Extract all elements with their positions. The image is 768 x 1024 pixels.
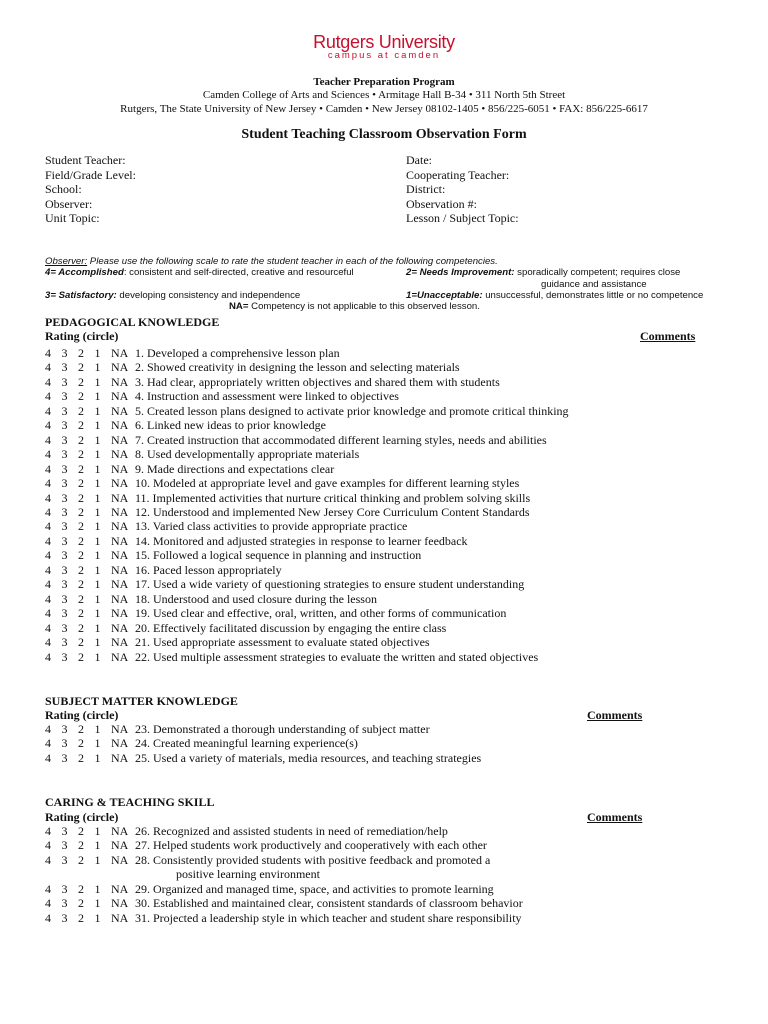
- rating-option-2[interactable]: 2: [78, 910, 84, 925]
- rating-option-na[interactable]: NA: [111, 649, 129, 664]
- field-district: District:: [406, 182, 446, 196]
- comments-header: Comments: [640, 329, 696, 343]
- rating-option-4[interactable]: 4: [45, 461, 51, 476]
- rating-option-4[interactable]: 4: [45, 852, 51, 867]
- item-text: 18. Understood and used closure during the lesson: [135, 591, 377, 606]
- rating-option-3[interactable]: 3: [61, 896, 68, 911]
- rating-option-1[interactable]: 1: [94, 490, 101, 505]
- rating-option-3[interactable]: 3: [61, 447, 68, 462]
- rating-option-4[interactable]: 4: [45, 824, 51, 838]
- contact-line: Rutgers, The State University of New Jersey • Camden • New Jersey 08102-1405 • 856/225-6051 • FAX: 856/225-6617: [120, 103, 648, 115]
- rating-option-na[interactable]: NA: [111, 533, 129, 548]
- rating-option-4[interactable]: 4: [45, 750, 51, 765]
- fields-left: [45, 153, 136, 226]
- rating-item-row: [45, 433, 569, 447]
- rutgers-logo: [0, 33, 768, 61]
- rating-option-2[interactable]: 2: [78, 346, 84, 360]
- logo-campus: campus at camden: [327, 50, 441, 61]
- rating-option-3[interactable]: 3: [61, 346, 68, 360]
- rating-option-3[interactable]: 3: [61, 389, 68, 404]
- rating-option-2[interactable]: 2: [78, 519, 84, 534]
- rating-option-2[interactable]: 2: [78, 722, 84, 736]
- rating-option-1[interactable]: 1: [94, 461, 101, 476]
- rating-option-4[interactable]: 4: [45, 519, 51, 534]
- rating-item-row: [45, 650, 569, 664]
- field-school: School:: [45, 182, 82, 196]
- rating-item-row: [45, 476, 569, 490]
- rating-option-4[interactable]: 4: [45, 389, 51, 404]
- field-observer: Observer:: [45, 196, 93, 211]
- rating-option-4[interactable]: 4: [45, 418, 51, 433]
- rating-option-3[interactable]: 3: [61, 461, 68, 476]
- rating-option-na[interactable]: NA: [111, 562, 129, 577]
- rating-option-1[interactable]: 1: [94, 838, 101, 853]
- rating-option-4[interactable]: 4: [45, 606, 51, 621]
- rating-option-na[interactable]: NA: [111, 881, 129, 896]
- scale-unacceptable: 1=Unacceptable: unsuccessful, demonstrates little or no competence: [406, 290, 704, 301]
- rating-option-2[interactable]: 2: [78, 838, 84, 853]
- rating-option-1[interactable]: 1: [94, 852, 101, 867]
- rating-item-row: [45, 592, 569, 606]
- rating-option-na[interactable]: NA: [111, 461, 129, 476]
- item-text: 8. Used developmentally appropriate materials: [135, 447, 360, 462]
- rating-option-3[interactable]: 3: [61, 577, 68, 592]
- rating-option-4[interactable]: 4: [45, 591, 51, 606]
- rating-option-2[interactable]: 2: [78, 824, 84, 838]
- item-text: 13. Varied class activities to provide appropriate practice: [135, 519, 408, 534]
- rating-option-na[interactable]: NA: [111, 852, 129, 867]
- rating-option-na[interactable]: NA: [111, 447, 129, 462]
- rating-item-row: [45, 389, 569, 403]
- scale-needs-improvement: 2= Needs Improvement: sporadically competent; requires close: [406, 267, 681, 278]
- item-text: 1. Developed a comprehensive lesson plan: [135, 346, 340, 360]
- rating-option-2[interactable]: 2: [78, 360, 84, 375]
- rating-option-1[interactable]: 1: [94, 824, 101, 838]
- rating-item-row: [45, 896, 523, 910]
- form-title: Student Teaching Classroom Observation Form: [241, 127, 527, 142]
- rating-option-1[interactable]: 1: [94, 620, 101, 635]
- rating-option-3[interactable]: 3: [61, 374, 68, 389]
- item-text: 5. Created lesson plans designed to activate prior knowledge and promote critical thinking: [135, 403, 569, 418]
- rating-option-3[interactable]: 3: [61, 620, 68, 635]
- rating-option-na[interactable]: NA: [111, 896, 129, 911]
- rating-option-1[interactable]: 1: [94, 577, 101, 592]
- rating-option-1[interactable]: 1: [94, 374, 101, 389]
- rating-option-3[interactable]: 3: [61, 852, 68, 867]
- section-title-pedagogical: PEDAGOGICAL KNOWLEDGE: [45, 315, 220, 329]
- rating-option-2[interactable]: 2: [78, 548, 84, 563]
- rating-option-1[interactable]: 1: [94, 606, 101, 621]
- rating-option-2[interactable]: 2: [78, 461, 84, 476]
- item-text: 20. Effectively facilitated discussion by engaging the entire class: [135, 620, 447, 635]
- rating-option-2[interactable]: 2: [78, 533, 84, 548]
- rating-option-2[interactable]: 2: [78, 403, 84, 418]
- rating-option-4[interactable]: 4: [45, 562, 51, 577]
- item-text: 11. Implemented activities that nurture critical thinking and problem solving skills: [135, 490, 531, 505]
- rating-option-3[interactable]: 3: [61, 635, 68, 650]
- rating-option-4[interactable]: 4: [45, 881, 51, 896]
- item-text: 15. Followed a logical sequence in planning and instruction: [135, 548, 422, 563]
- fields-right: [406, 153, 519, 226]
- section-title-subject-matter: SUBJECT MATTER KNOWLEDGE: [45, 694, 238, 708]
- rating-option-1[interactable]: 1: [94, 896, 101, 911]
- rating-option-1[interactable]: 1: [94, 346, 101, 360]
- item-text: 21. Used appropriate assessment to evaluate stated objectives: [135, 635, 430, 650]
- rating-option-1[interactable]: 1: [94, 360, 101, 375]
- rating-item-row: [45, 404, 569, 418]
- rating-item-row: [45, 519, 569, 533]
- rating-option-4[interactable]: 4: [45, 577, 51, 592]
- rating-option-1[interactable]: 1: [94, 504, 101, 519]
- rating-option-na[interactable]: NA: [111, 591, 129, 606]
- rating-option-2[interactable]: 2: [78, 896, 84, 911]
- item-text-continuation: positive learning environment: [176, 867, 320, 882]
- rating-option-1[interactable]: 1: [94, 881, 101, 896]
- rating-option-1[interactable]: 1: [94, 418, 101, 433]
- rating-option-4[interactable]: 4: [45, 910, 51, 925]
- rating-option-2[interactable]: 2: [78, 490, 84, 505]
- item-text: 31. Projected a leadership style in which teacher and student share responsibility: [135, 910, 522, 925]
- rating-option-4[interactable]: 4: [45, 533, 51, 548]
- rating-option-4[interactable]: 4: [45, 374, 51, 389]
- rating-option-3[interactable]: 3: [61, 649, 68, 664]
- rating-option-4[interactable]: 4: [45, 447, 51, 462]
- rating-option-na[interactable]: NA: [111, 389, 129, 404]
- rating-option-4[interactable]: 4: [45, 476, 51, 491]
- rating-option-2[interactable]: 2: [78, 562, 84, 577]
- rating-option-3[interactable]: 3: [61, 736, 68, 751]
- rating-option-1[interactable]: 1: [94, 548, 101, 563]
- comments-header: Comments: [587, 708, 643, 722]
- rating-option-1[interactable]: 1: [94, 432, 101, 447]
- item-text: 12. Understood and implemented New Jersey Core Curriculum Content Standards: [135, 504, 530, 519]
- rating-option-2[interactable]: 2: [78, 577, 84, 592]
- rating-option-na[interactable]: NA: [111, 548, 129, 563]
- address-line: Camden College of Arts and Sciences • Armitage Hall B-34 • 311 North 5th Street: [202, 89, 566, 101]
- rating-option-3[interactable]: 3: [61, 360, 68, 375]
- rating-item-row: [45, 534, 569, 548]
- rating-option-1[interactable]: 1: [94, 562, 101, 577]
- rating-option-na[interactable]: NA: [111, 476, 129, 491]
- rating-option-3[interactable]: 3: [61, 432, 68, 447]
- rating-item-row: [45, 853, 523, 867]
- rating-option-4[interactable]: 4: [45, 722, 51, 736]
- field-observation-number: Observation #:: [406, 196, 477, 211]
- field-grade-level: Field/Grade Level:: [45, 167, 136, 182]
- rating-option-2[interactable]: 2: [78, 476, 84, 491]
- rating-option-3[interactable]: 3: [61, 562, 68, 577]
- rating-option-na[interactable]: NA: [111, 736, 129, 751]
- rating-item-row: [45, 548, 569, 562]
- rating-option-na[interactable]: NA: [111, 606, 129, 621]
- item-text: 7. Created instruction that accommodated different learning styles, needs and abilities: [135, 432, 547, 447]
- rating-item-row: [45, 736, 481, 750]
- rating-option-1[interactable]: 1: [94, 649, 101, 664]
- scale-needs-improvement-cont: guidance and assistance: [541, 279, 647, 290]
- rating-option-na[interactable]: NA: [111, 722, 129, 736]
- rating-item-row: [45, 360, 569, 374]
- item-text: 30. Established and maintained clear, consistent standards of classroom behavior: [135, 896, 523, 911]
- field-cooperating-teacher: Cooperating Teacher:: [406, 167, 510, 182]
- rating-option-2[interactable]: 2: [78, 432, 84, 447]
- rating-option-na[interactable]: NA: [111, 418, 129, 433]
- rating-item-row: [45, 462, 569, 476]
- item-text: 4. Instruction and assessment were linked to objectives: [135, 389, 399, 404]
- rating-item-row: [45, 635, 569, 649]
- rating-option-3[interactable]: 3: [61, 910, 68, 925]
- rating-option-2[interactable]: 2: [78, 852, 84, 867]
- rating-option-4[interactable]: 4: [45, 620, 51, 635]
- rating-option-na[interactable]: NA: [111, 910, 129, 925]
- rating-option-3[interactable]: 3: [61, 476, 68, 491]
- rating-item-row: [45, 882, 523, 896]
- item-text: 19. Used clear and effective, oral, written, and other forms of communication: [135, 606, 507, 621]
- item-text: 16. Paced lesson appropriately: [135, 562, 282, 577]
- rating-option-1[interactable]: 1: [94, 910, 101, 925]
- item-text: 14. Monitored and adjusted strategies in response to learner feedback: [135, 533, 468, 548]
- rating-option-3[interactable]: 3: [61, 418, 68, 433]
- item-text: 24. Created meaningful learning experience(s): [135, 736, 358, 751]
- scale-satisfactory: 3= Satisfactory: developing consistency and independence: [45, 290, 301, 301]
- rating-option-3[interactable]: 3: [61, 490, 68, 505]
- rating-option-3[interactable]: 3: [61, 403, 68, 418]
- rating-option-1[interactable]: 1: [94, 403, 101, 418]
- item-text: 6. Linked new ideas to prior knowledge: [135, 418, 326, 433]
- rating-option-na[interactable]: NA: [111, 490, 129, 505]
- rating-option-4[interactable]: 4: [45, 360, 51, 375]
- rating-item-row: [45, 418, 569, 432]
- rating-option-3[interactable]: 3: [61, 750, 68, 765]
- program-name: Teacher Preparation Program: [313, 76, 455, 88]
- rating-item-row: [45, 722, 481, 736]
- rating-option-na[interactable]: NA: [111, 635, 129, 650]
- rating-item-row: [45, 346, 569, 360]
- rating-item-row: [45, 751, 481, 765]
- item-text: 3. Had clear, appropriately written objectives and shared them with students: [135, 374, 500, 389]
- rating-option-1[interactable]: 1: [94, 447, 101, 462]
- item-text: 17. Used a wide variety of questioning strategies to ensure student understanding: [135, 577, 525, 592]
- rating-item-row: [45, 375, 569, 389]
- field-unit-topic: Unit Topic:: [45, 211, 100, 225]
- rating-option-4[interactable]: 4: [45, 346, 51, 360]
- field-lesson-topic: Lesson / Subject Topic:: [406, 211, 519, 225]
- item-text: 9. Made directions and expectations clear: [135, 461, 335, 476]
- item-text: 10. Modeled at appropriate level and gave examples for different learning styles: [135, 476, 520, 491]
- rating-option-2[interactable]: 2: [78, 606, 84, 621]
- section-title-caring-teaching: CARING & TEACHING SKILL: [45, 795, 215, 809]
- scale-na: NA= Competency is not applicable to this observed lesson.: [229, 301, 480, 312]
- rating-option-3[interactable]: 3: [61, 722, 68, 736]
- item-text: 25. Used a variety of materials, media resources, and teaching strategies: [135, 750, 482, 765]
- rating-option-1[interactable]: 1: [94, 736, 101, 751]
- rating-header: Rating (circle): [45, 329, 119, 343]
- rating-item-row: [45, 447, 569, 461]
- rating-option-na[interactable]: NA: [111, 519, 129, 534]
- rating-option-2[interactable]: 2: [78, 389, 84, 404]
- items-pedagogical: [45, 346, 569, 664]
- rating-option-1[interactable]: 1: [94, 635, 101, 650]
- rating-option-2[interactable]: 2: [78, 736, 84, 751]
- rating-item-row: [45, 505, 569, 519]
- item-text: 22. Used multiple assessment strategies to evaluate the written and stated objectives: [135, 649, 539, 664]
- rating-option-2[interactable]: 2: [78, 620, 84, 635]
- rating-option-4[interactable]: 4: [45, 490, 51, 505]
- items-caring-teaching: [45, 824, 523, 925]
- rating-option-3[interactable]: 3: [61, 824, 68, 838]
- rating-option-2[interactable]: 2: [78, 649, 84, 664]
- rating-option-1[interactable]: 1: [94, 722, 101, 736]
- rating-item-row: [45, 606, 569, 620]
- rating-option-2[interactable]: 2: [78, 447, 84, 462]
- rating-option-4[interactable]: 4: [45, 548, 51, 563]
- rating-option-2[interactable]: 2: [78, 750, 84, 765]
- rating-option-na[interactable]: NA: [111, 824, 129, 838]
- rating-option-na[interactable]: NA: [111, 577, 129, 592]
- rating-option-na[interactable]: NA: [111, 360, 129, 375]
- rating-option-4[interactable]: 4: [45, 649, 51, 664]
- rating-option-1[interactable]: 1: [94, 750, 101, 765]
- rating-option-4[interactable]: 4: [45, 838, 51, 853]
- rating-option-4[interactable]: 4: [45, 635, 51, 650]
- scale-accomplished: 4= Accomplished: consistent and self-directed, creative and resourceful: [45, 267, 354, 278]
- items-subject-matter: [45, 722, 481, 765]
- rating-item-row: [45, 824, 523, 838]
- rating-option-na[interactable]: NA: [111, 750, 129, 765]
- rating-option-2[interactable]: 2: [78, 591, 84, 606]
- rating-option-3[interactable]: 3: [61, 519, 68, 534]
- rating-option-3[interactable]: 3: [61, 533, 68, 548]
- rating-option-3[interactable]: 3: [61, 591, 68, 606]
- item-text: 27. Helped students work productively and cooperatively with each other: [135, 838, 487, 853]
- rating-option-2[interactable]: 2: [78, 881, 84, 896]
- rating-option-1[interactable]: 1: [94, 519, 101, 534]
- logo-university-name: Rutgers University: [313, 32, 455, 52]
- rating-option-4[interactable]: 4: [45, 736, 51, 751]
- item-text: 29. Organized and managed time, space, and activities to promote learning: [135, 881, 494, 896]
- rating-option-4[interactable]: 4: [45, 432, 51, 447]
- rating-option-4[interactable]: 4: [45, 403, 51, 418]
- rating-option-na[interactable]: NA: [111, 374, 129, 389]
- rating-item-row: [45, 563, 569, 577]
- rating-option-3[interactable]: 3: [61, 838, 68, 853]
- rating-option-2[interactable]: 2: [78, 374, 84, 389]
- rating-option-1[interactable]: 1: [94, 389, 101, 404]
- rating-option-1[interactable]: 1: [94, 533, 101, 548]
- scale-instruction: Observer: Please use the following scale to rate the student teacher in each of the following competencies.: [45, 256, 498, 267]
- rating-item-row: [45, 577, 569, 591]
- rating-option-na[interactable]: NA: [111, 403, 129, 418]
- rating-option-1[interactable]: 1: [94, 591, 101, 606]
- rating-item-row: [45, 491, 569, 505]
- item-text: 23. Demonstrated a thorough understanding of subject matter: [135, 722, 430, 736]
- rating-option-na[interactable]: NA: [111, 346, 129, 360]
- rating-option-4[interactable]: 4: [45, 896, 51, 911]
- rating-option-2[interactable]: 2: [78, 635, 84, 650]
- field-date: Date:: [406, 153, 432, 167]
- rating-option-4[interactable]: 4: [45, 504, 51, 519]
- rating-header: Rating (circle): [45, 708, 119, 722]
- rating-option-na[interactable]: NA: [111, 620, 129, 635]
- rating-item-row: [45, 911, 523, 925]
- rating-header: Rating (circle): [45, 810, 119, 824]
- rating-option-3[interactable]: 3: [61, 548, 68, 563]
- item-text: 28. Consistently provided students with positive feedback and promoted a: [135, 852, 491, 867]
- rating-option-na[interactable]: NA: [111, 504, 129, 519]
- item-text: 2. Showed creativity in designing the lesson and selecting materials: [135, 360, 460, 375]
- item-text: 26. Recognized and assisted students in need of remediation/help: [135, 824, 448, 838]
- rating-option-3[interactable]: 3: [61, 881, 68, 896]
- rating-option-2[interactable]: 2: [78, 418, 84, 433]
- rating-option-3[interactable]: 3: [61, 606, 68, 621]
- rating-option-3[interactable]: 3: [61, 504, 68, 519]
- comments-header: Comments: [587, 810, 643, 824]
- rating-option-na[interactable]: NA: [111, 432, 129, 447]
- rating-option-2[interactable]: 2: [78, 504, 84, 519]
- field-student-teacher: Student Teacher:: [45, 153, 126, 167]
- rating-item-row: [45, 838, 523, 852]
- rating-option-1[interactable]: 1: [94, 476, 101, 491]
- rating-item-row: [45, 621, 569, 635]
- rating-option-na[interactable]: NA: [111, 838, 129, 853]
